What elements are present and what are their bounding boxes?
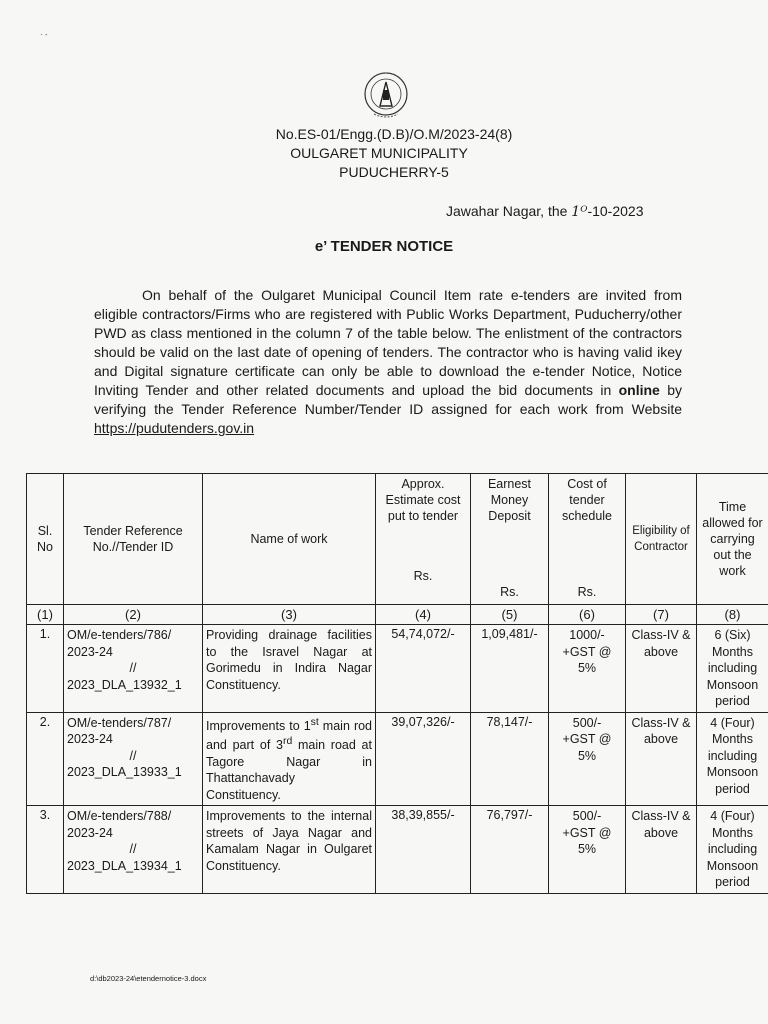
- row-name: [203, 712, 376, 806]
- row-ref: [64, 625, 203, 713]
- cost-line1: 500/-: [572, 809, 602, 824]
- office-name: OULGARET MUNICIPALITY: [290, 145, 468, 161]
- ref-line1: OM/e-tenders/786/: [67, 628, 172, 642]
- table-row: [27, 712, 768, 806]
- row-time: 4 (Four) Months including Monsoon period: [697, 806, 768, 894]
- date-line: [446, 203, 643, 220]
- header-cost: [549, 474, 626, 605]
- municipality-emblem-icon: [362, 66, 410, 122]
- row-sl: 3.: [27, 806, 64, 894]
- body-part1: On behalf of the Oulgaret Municipal Council Item rate e-tenders are invited from eligible contractors/Firms who are registered with Public Works Department, Puducherry/other PWD as class mentioned in the column 7 of the table below. The enlistment of the contractors should be valid on the last date of opening of tenders. The contractor who is having valid ikey and Digital signature certificate can only be able to download the e-tender Notice, Notice Inviting Tender and other related documents and upload the bid documents in: [94, 287, 682, 398]
- name-part-c: main road at Tagore Nagar in Thattanchavady Constituency.: [206, 738, 372, 802]
- col-num: (1): [27, 605, 64, 625]
- ref-separator: //: [129, 748, 137, 763]
- column-number-row: [27, 605, 768, 625]
- ref-line2: 2023-24: [67, 825, 113, 840]
- ref-line1: OM/e-tenders/787/: [67, 715, 172, 730]
- body-part2: by verifying the Tender Reference Number/Tender ID assigned for each work from Website: [94, 382, 683, 417]
- tender-id: 2023_DLA_13933_1: [67, 765, 182, 779]
- row-time: 4 (Four) Months including Monsoon period: [697, 712, 768, 806]
- row-name: Improvements to the internal streets of Jaya Nagar and Kamalam Nagar in Oulgaret Constituency.: [203, 806, 376, 894]
- website-link[interactable]: https://pudutenders.gov.in: [94, 420, 255, 436]
- header-estimate: [376, 474, 471, 605]
- row-cost: [549, 625, 626, 713]
- tender-id: 2023_DLA_13934_1: [67, 858, 182, 873]
- corner-mark: · -: [40, 30, 48, 39]
- row-eligibility: Class-IV & above: [626, 625, 697, 713]
- name-sup-b: rd: [282, 736, 293, 748]
- date-day-handwritten: 1ᴼ: [571, 204, 588, 220]
- notice-body: [94, 286, 682, 438]
- header-cost-rs: Rs.: [577, 585, 597, 599]
- col-num: (5): [471, 605, 549, 625]
- ref-line1: OM/e-tenders/788/: [67, 809, 172, 824]
- row-eligibility: Class-IV & above: [626, 712, 697, 806]
- row-cost: [549, 712, 626, 806]
- row-cost: [549, 806, 626, 894]
- date-rest: -10-2023: [587, 203, 644, 219]
- header-emd-label: Earnest Money Deposit: [487, 477, 532, 523]
- ref-separator: //: [129, 661, 137, 675]
- row-emd: 76,797/-: [471, 806, 549, 894]
- col-num: (7): [626, 605, 697, 625]
- table-row: [27, 625, 768, 713]
- row-emd: 1,09,481/-: [471, 625, 549, 713]
- cost-line3: 5%: [577, 842, 597, 857]
- row-time: 6 (Six) Months including Monsoon period: [697, 625, 768, 713]
- row-sl: 2.: [27, 712, 64, 806]
- name-part-b: main rod and part of 3: [206, 718, 373, 753]
- cost-line1: 1000/-: [569, 628, 605, 642]
- name-part-a: Improvements to 1: [206, 718, 311, 733]
- reference-number: No.ES-01/Engg.(D.B)/O.M/2023-24(8): [275, 126, 513, 142]
- file-path-footer: d:\db2023-24\etendernotice-3.docx: [90, 974, 207, 983]
- col-num: (2): [64, 605, 203, 625]
- header-time: Time allowed for carrying out the work: [697, 474, 768, 605]
- cost-line1: 500/-: [572, 715, 602, 730]
- header-estimate-rs: Rs.: [413, 569, 433, 583]
- col-num: (8): [697, 605, 768, 625]
- date-prefix: Jawahar Nagar, the: [446, 203, 568, 219]
- header-cost-label: Cost of tender schedule: [561, 477, 613, 523]
- city-name: PUDUCHERRY-5: [339, 164, 449, 180]
- cost-line2: +GST @: [562, 644, 612, 659]
- col-num: (3): [203, 605, 376, 625]
- tender-id: 2023_DLA_13932_1: [67, 677, 182, 692]
- row-ref: [64, 712, 203, 806]
- ref-separator: //: [129, 842, 137, 857]
- notice-title: e’ TENDER NOTICE: [314, 238, 454, 255]
- cost-line2: +GST @: [562, 732, 612, 746]
- body-online: online: [618, 382, 660, 398]
- col-num: (4): [376, 605, 471, 625]
- row-estimate: 39,07,326/-: [376, 712, 471, 806]
- header-emd: [471, 474, 549, 605]
- table-row: [27, 806, 768, 894]
- cost-line2: +GST @: [562, 825, 612, 840]
- col-num: (6): [549, 605, 626, 625]
- row-estimate: 38,39,855/-: [376, 806, 471, 894]
- header-estimate-label: Approx. Estimate cost put to tender: [385, 477, 461, 523]
- header-sl: Sl. No: [27, 474, 64, 605]
- ref-line2: 2023-24: [67, 732, 113, 746]
- table-header-row: [27, 474, 768, 605]
- header-ref: Tender Reference No.//Tender ID: [64, 474, 203, 605]
- row-name: Providing drainage facilities to the Isravel Nagar at Gorimedu in Indira Nagar Constituency.: [203, 625, 376, 713]
- header-name: Name of work: [203, 474, 376, 605]
- header-eligibility: Eligibility of Contractor: [626, 474, 697, 605]
- row-emd: 78,147/-: [471, 712, 549, 806]
- row-ref: [64, 806, 203, 894]
- cost-line3: 5%: [577, 661, 597, 675]
- cost-line3: 5%: [577, 748, 597, 763]
- ref-line2: 2023-24: [67, 644, 113, 659]
- row-estimate: 54,74,072/-: [376, 625, 471, 713]
- row-eligibility: Class-IV & above: [626, 806, 697, 894]
- row-sl: 1.: [27, 625, 64, 713]
- header-emd-rs: Rs.: [500, 585, 519, 599]
- tender-table: [26, 473, 768, 894]
- name-sup-a: st: [310, 716, 319, 728]
